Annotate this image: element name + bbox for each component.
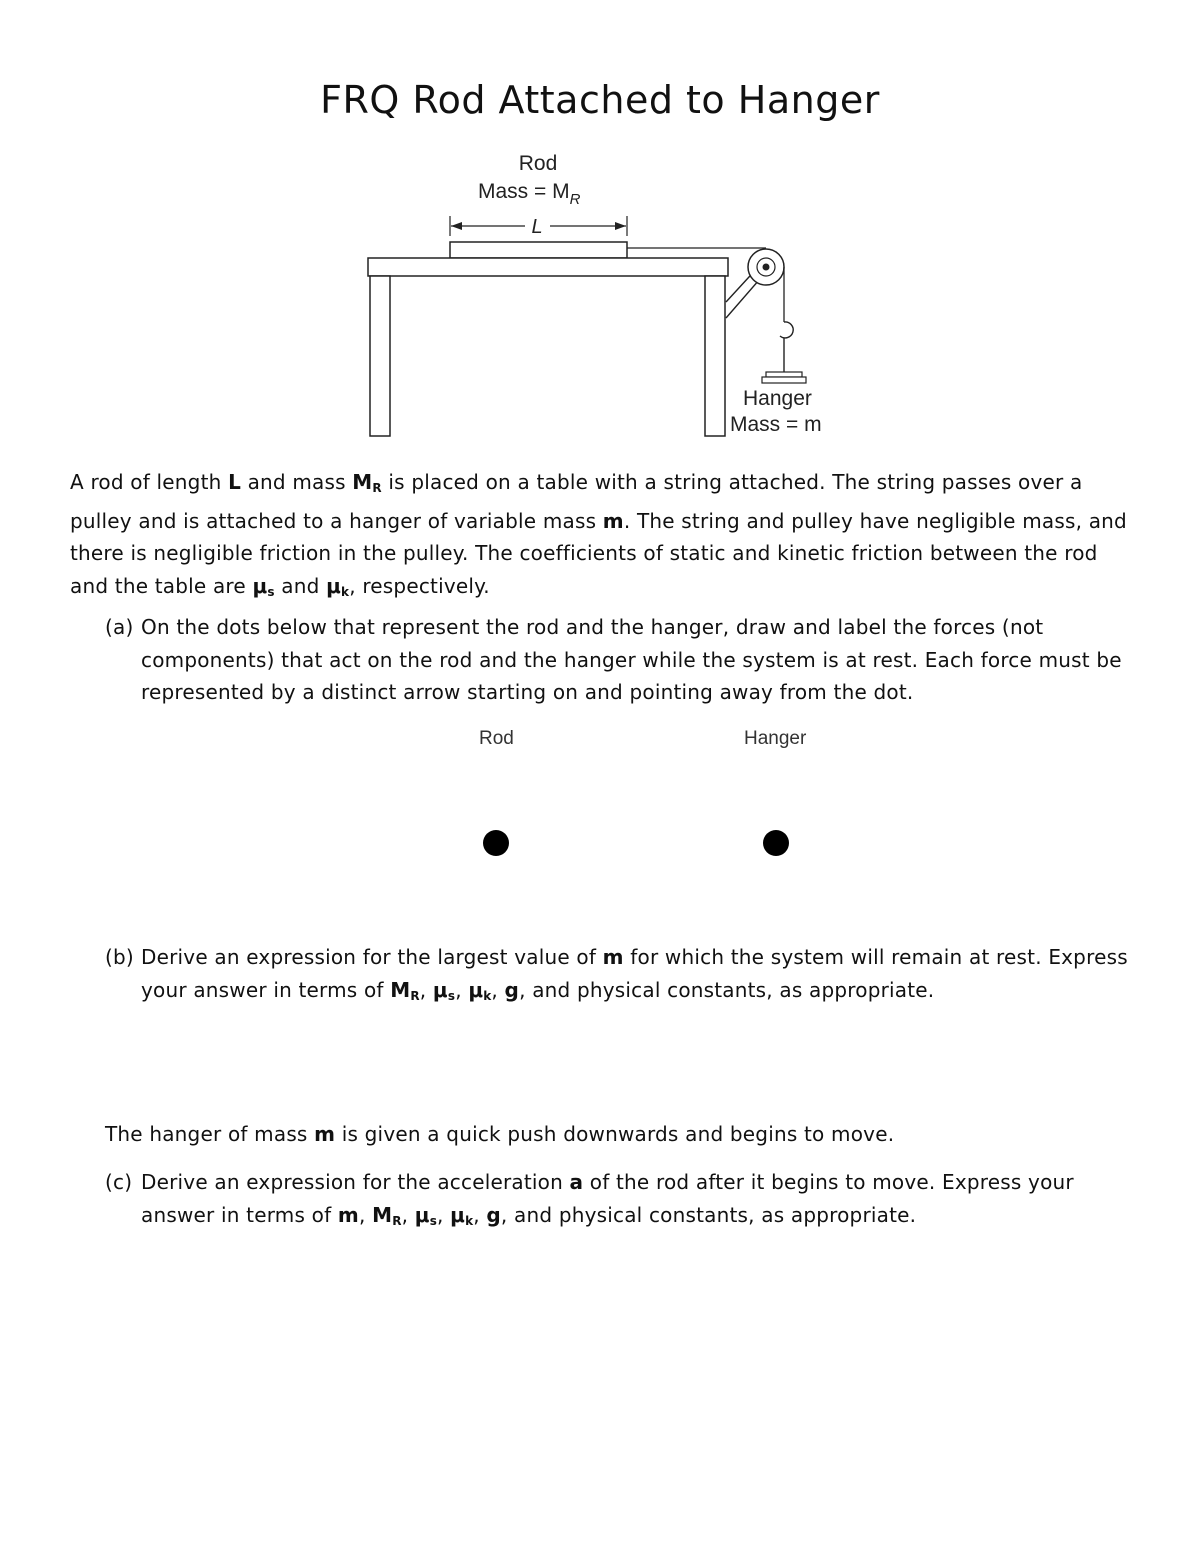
rod-hanger-diagram: [340, 140, 860, 450]
push-paragraph: The hanger of mass m is given a quick push downwards and begins to move.: [105, 1122, 895, 1146]
part-b-label: (b): [105, 945, 134, 969]
part-c-question: [105, 1166, 1135, 1237]
part-c-label: (c): [105, 1170, 133, 1194]
rod-label: Rod: [518, 152, 558, 175]
length-dimension: [450, 216, 627, 238]
page-title: FRQ Rod Attached to Hanger: [320, 78, 880, 122]
rod-mass-label: Mass = $M_R$: [478, 180, 581, 208]
table-top: [368, 258, 728, 276]
rod-dot[interactable]: [483, 830, 509, 856]
hanger-label: Hanger: [743, 387, 812, 410]
table-leg-left: [370, 276, 390, 436]
diagram-svg: [340, 140, 860, 450]
intro-paragraph: A rod of length L and mass $M_R$ is placed on a table with a string attached. The string passes over a pulley and is attached to a hanger of variable mass m. The string and pulley have negligible mass, and there is negligible friction in the pulley. The coefficients of static and kinetic friction between the rod and the table are $\mu_s$ and $\mu_k$, respectively.: [70, 470, 1127, 599]
rod-shape: [450, 242, 627, 258]
part-a-text: On the dots below that represent the rod and the hanger, draw and label the forces (not components) that act on the rod and the hanger while the system is at rest. Each force must be represented by a distinct arrow starting on and pointing away from the dot.: [141, 615, 1122, 704]
hanger-dot-label: Hanger: [744, 728, 807, 749]
part-a-question: [105, 611, 1135, 709]
part-a-label: (a): [105, 615, 134, 639]
part-b-text: Derive an expression for the largest value of m for which the system will remain at rest. Express your answer in terms of $M_R$, $\mu_s$, $\mu_k$, g, and physical constants, as appropriate.: [141, 945, 1128, 1003]
hanger-shape: [762, 322, 806, 383]
hanger-dot[interactable]: [763, 830, 789, 856]
rod-dot-label: Rod: [479, 728, 514, 749]
part-c-text: Derive an expression for the acceleration a of the rod after it begins to move. Express your answer in terms of m, $M_R$, $\mu_s$, $\mu_k$, g, and physical constants, as appropriate.: [141, 1170, 1074, 1228]
part-b-question: [105, 941, 1135, 1012]
length-label: L: [531, 216, 543, 238]
table-leg-right: [705, 276, 725, 436]
hanger-mass-label: Mass = m: [730, 413, 822, 436]
